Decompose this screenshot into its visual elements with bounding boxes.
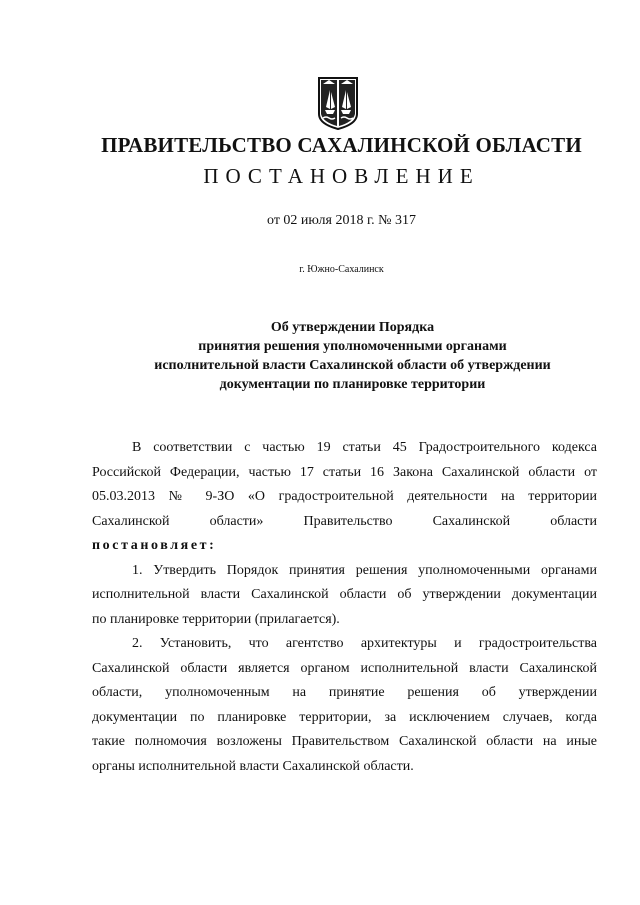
body-line: Сахалинской области является органом исполнительной власти Сахалинской: [92, 660, 597, 676]
resolves-keyword: постановляет:: [92, 538, 217, 553]
decree-date-number: от 02 июля 2018 г. № 317: [267, 213, 416, 228]
body-line: 1. Утвердить Порядок принятия решения уполномоченными органами: [132, 562, 597, 578]
body-line: 05.03.2013 № 9-ЗО «О градостроительной деятельности на территории: [92, 489, 597, 504]
body-line: исполнительной власти Сахалинской области об утверждении документации: [92, 587, 597, 602]
coat-of-arms-icon: [314, 74, 362, 130]
body-line: Российской Федерации, частью 17 статьи 16 Закона Сахалинской области от: [92, 464, 597, 480]
clause-2-paragraph: [92, 632, 597, 779]
decree-city: г. Южно-Сахалинск: [299, 264, 384, 275]
subject-line: Об утверждении Порядка: [270, 320, 435, 335]
subject-line: исполнительной власти Сахалинской области об утверждении: [154, 358, 551, 373]
subject-line: принятия решения уполномоченными органами: [198, 339, 507, 354]
decree-subject: [120, 318, 585, 394]
body-line: Сахалинской области» Правительство Сахалинской области: [92, 513, 597, 529]
decree-body: [92, 436, 597, 779]
clause-1-paragraph: [92, 559, 597, 633]
decree-heading: ПОСТАНОВЛЕНИЕ: [203, 164, 480, 188]
body-line: документации по планировке территории, за исключением случаев, когда: [92, 709, 597, 725]
body-line: органы исполнительной власти Сахалинской области.: [92, 758, 414, 774]
body-line: по планировке территории (прилагается).: [92, 611, 340, 627]
government-title: ПРАВИТЕЛЬСТВО САХАЛИНСКОЙ ОБЛАСТИ: [101, 133, 582, 157]
body-line: такие полномочия возложены Правительством Сахалинской области на иные: [92, 734, 597, 749]
subject-line: документации по планировке территории: [219, 377, 486, 392]
body-line: В соответствии с частью 19 статьи 45 Градостроительного кодекса: [132, 440, 597, 455]
body-line: 2. Установить, что агентство архитектуры и градостроительства: [132, 636, 597, 651]
body-line: области, уполномоченным на принятие решения об утверждении: [92, 685, 597, 700]
preamble-paragraph: [92, 436, 597, 559]
